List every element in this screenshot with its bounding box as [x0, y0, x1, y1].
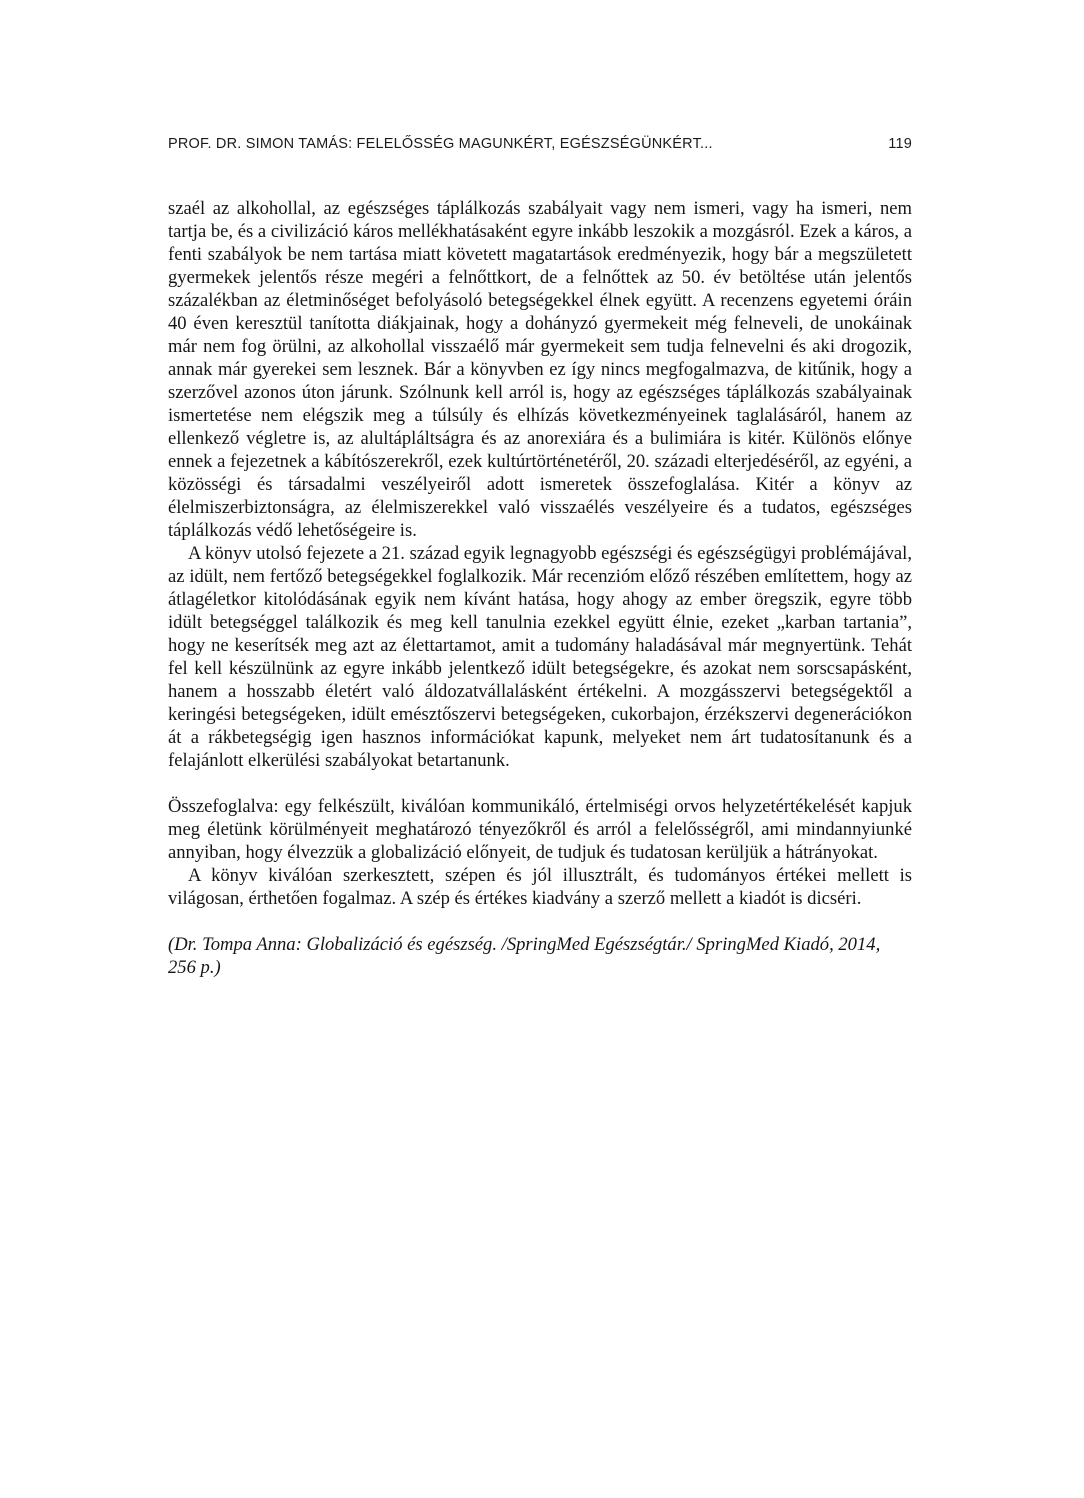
book-citation: (Dr. Tompa Anna: Globalizáció és egészség. /SpringMed Egészségtár./ SpringMed Kiadó, 2014, 256 p.) — [168, 934, 881, 978]
paragraph-continued: szaél az alkohollal, az egészséges táplálkozás szabályait vagy nem ismeri, vagy ha ismeri, nem tartja be, és a civilizáció káros mellékhatásaként egyre inkább leszokik a mozgásról. Ezek a káros, a fenti szabályok be nem tartása miatt követett magatartások eredményezik, hogy bár a megszületett gyermekek jelentős része megéri a felnőttkort, de a felnőttek az 50. év betöltése után jelentős százalékban az életminőséget befolyásoló betegségekkel élnek együtt. A recenzens egyetemi óráin 40 éven keresztül tanította diákjainak, hogy a dohányzó gyermekeit még felneveli, de unokáinak már nem fog örülni, az alkohollal visszaélő már gyermekeit sem tudja felnevelni és aki drogozik, annak már gyerekei sem lesznek. Bár a könyvben ez így nincs megfogalmazva, de kitűnik, hogy a szerzővel azonos úton járunk. Szólnunk kell arról is, hogy az egészséges táplálkozás szabályainak ismertetése nem elégszik meg a túlsúly és elhízás következményeinek taglalásáról, hanem az ellenkező végletre is, az alultápláltságra és az anorexiára és a bulimiára is kitér. Különös előnye ennek a fejezetnek a kábítószerekről, ezek kultúrtörténetéről, 20. századi elterjedéséről, az egyéni, a közösségi és társadalmi veszélyeiről adott ismeretek összefoglalása. Kitér a könyv az élelmiszerbiztonságra, az élelmiszerekkel való visszaélés veszélyeire és a tudatos, egészséges táplálkozás védő lehetőségeire is. — [168, 198, 912, 541]
paragraph-summary: Összefoglalva: egy felkészült, kiválóan kommunikáló, értelmiségi orvos helyzetértékelését kapjuk meg életünk körülményeit meghatározó tényezőkről és arról a felelősségről, ami mindannyiunké annyiban, hogy élvezzük a globalizáció előnyeit, de tudjuk és tudatosan kerüljük a hátrányokat. — [168, 796, 912, 863]
paragraph-last-chapter: A könyv utolsó fejezete a 21. század egyik legnagyobb egészségi és egészségügyi problémájával, az idült, nem fertőző betegségekkel foglalkozik. Már recenzióm előző részében említettem, hogy az átlagéletkor kitolódásának egyik nem kívánt hatása, hogy ahogy az ember öregszik, egyre több idült betegséggel találkozik és meg kell tanulnia ezekkel együtt élnie, ezeket „karban tartania”, hogy ne keserítsék meg azt az élettartamot, amit a tudomány haladásával már megnyertünk. Tehát fel kell készülnünk az egyre inkább jelentkező idült betegségekre, és azokat nem sorscsapásként, hanem a hosszabb életért való áldozatvállalásként értékelni. A mozgásszervi betegségektől a keringési betegségeken, idült emésztőszervi betegségeken, cukorbajon, érzékszervi degenerációkon át a rákbetegségig igen hasznos információkat kapunk, melyeket nem árt tudatosítanunk és a felajánlott elkerülési szabályokat betartanunk. — [168, 543, 912, 771]
article-body — [168, 197, 912, 979]
running-title: PROF. DR. SIMON TAMÁS: FELELŐSSÉG MAGUNKÉRT, EGÉSZSÉGÜNKÉRT... — [168, 136, 713, 152]
paragraph-closing: A könyv kiválóan szerkesztett, szépen és jól illusztrált, és tudományos értékei mellett is világosan, érthetően fogalmaz. A szép és értékes kiadvány a szerző mellett a kiadót is dicséri. — [168, 865, 912, 909]
page-number: 119 — [888, 136, 912, 152]
running-header — [168, 136, 912, 156]
